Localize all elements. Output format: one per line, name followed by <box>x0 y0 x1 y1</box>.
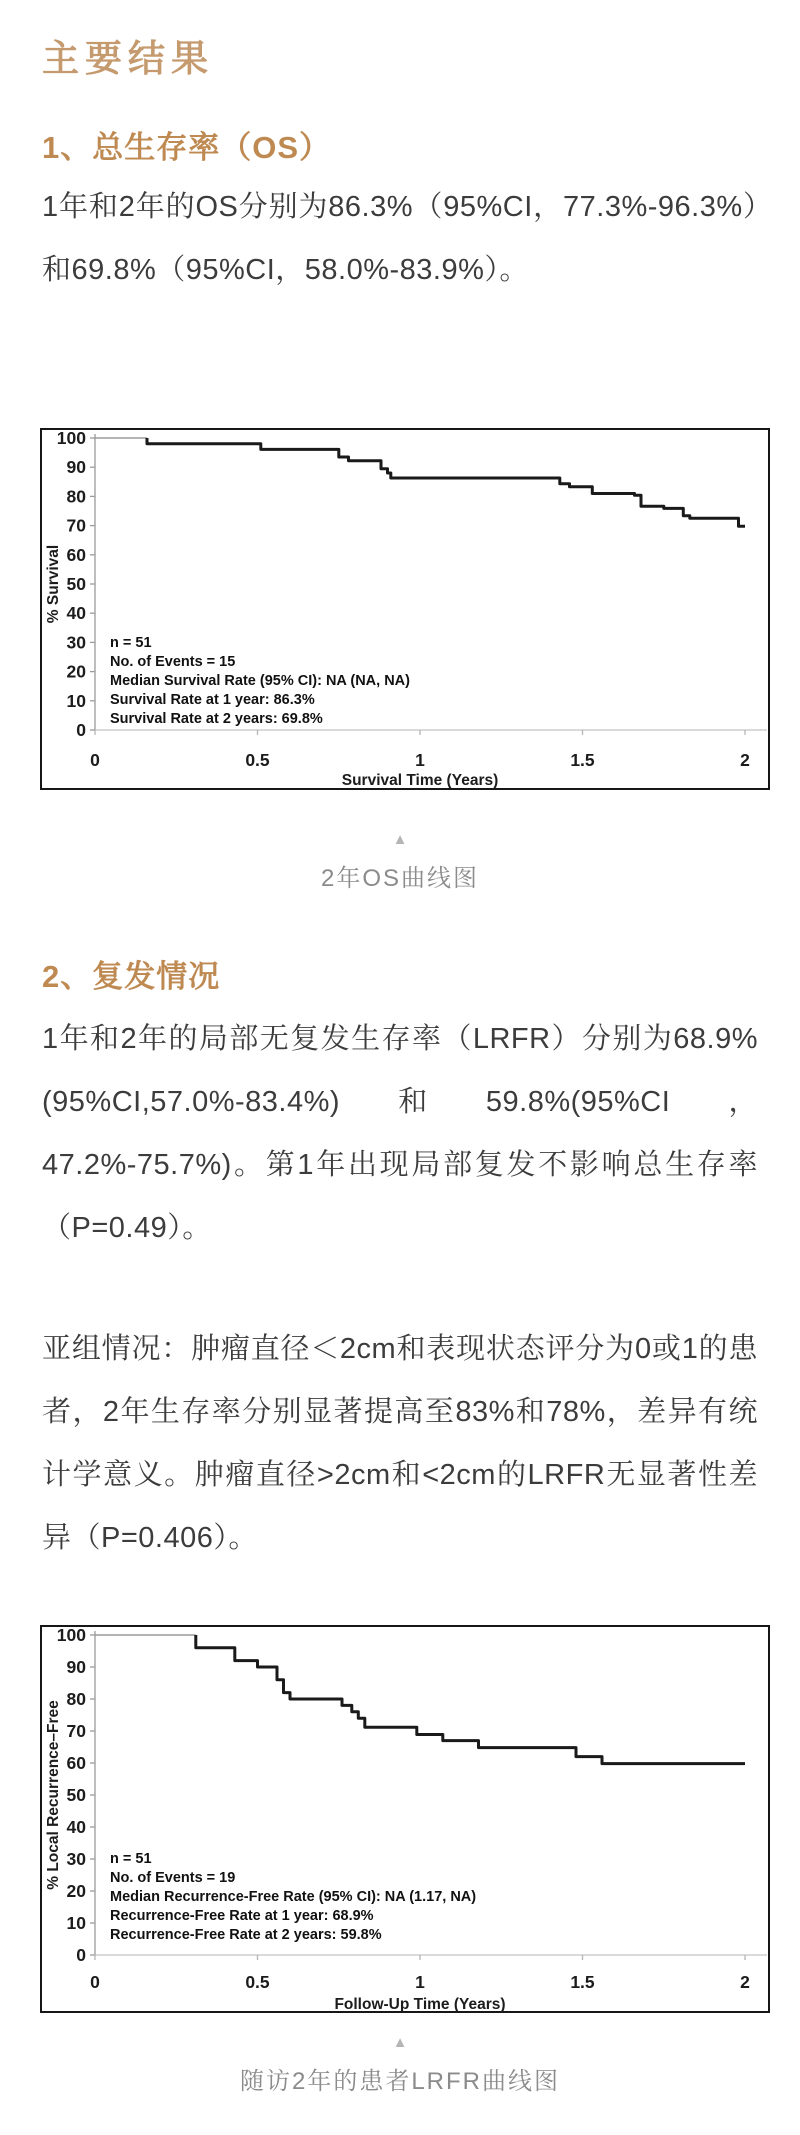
lrfr-chart <box>40 1625 770 2013</box>
section2-paragraph-1: 1年和2年的局部无复发生存率（LRFR）分别为68.9%(95%CI,57.0%-83.4%)和59.8%(95%CI， 47.2%-75.7%)。第1年出现局部复发不影响总生存率（P=0.49）。 <box>42 1023 758 1244</box>
svg-text:Median Survival Rate (95% CI):: Median Survival Rate (95% CI): NA (NA, NA) <box>110 673 410 689</box>
svg-text:100: 100 <box>56 428 86 448</box>
svg-text:Median Recurrence-Free Rate (9: Median Recurrence-Free Rate (95% CI): NA (1.17, NA) <box>110 1889 477 1905</box>
svg-text:2: 2 <box>740 1972 750 1992</box>
page-title: 主要结果 <box>42 39 214 80</box>
section2-paragraph-2: 亚组情况：肿瘤直径＜2cm和表现状态评分为0或1的患者，2年生存率分别显著提高至83%和78%，差异有统计学意义。肿瘤直径>2cm和<2cm的LRFR无显著性差异（P=0.406）。 <box>42 1333 758 1554</box>
svg-text:Survival Rate at 1 year: 86.3%: Survival Rate at 1 year: 86.3% <box>110 692 315 708</box>
svg-text:n = 51: n = 51 <box>110 1851 152 1867</box>
svg-text:60: 60 <box>66 1753 86 1773</box>
svg-text:No. of Events = 15: No. of Events = 15 <box>110 654 236 670</box>
svg-text:0: 0 <box>90 1972 100 1992</box>
caption-arrow-icon: ▲ <box>392 831 408 848</box>
svg-text:0: 0 <box>76 1945 86 1965</box>
figure1-caption <box>0 832 800 893</box>
svg-text:80: 80 <box>66 486 86 507</box>
svg-text:0: 0 <box>90 750 100 770</box>
svg-text:10: 10 <box>66 690 86 711</box>
svg-text:Follow-Up Time (Years): Follow-Up Time (Years) <box>334 1996 506 2013</box>
figure2-caption <box>0 2035 800 2096</box>
svg-text:0: 0 <box>76 720 86 740</box>
svg-text:20: 20 <box>66 1881 86 1901</box>
svg-text:80: 80 <box>66 1689 86 1709</box>
svg-text:50: 50 <box>66 574 86 594</box>
svg-text:1: 1 <box>415 750 425 770</box>
figure1-caption-text: 2年OS曲线图 <box>320 865 480 892</box>
caption-arrow-icon: ▲ <box>392 2034 408 2051</box>
figure2-caption-text: 随访2年的患者LRFR曲线图 <box>239 2068 561 2095</box>
svg-text:70: 70 <box>66 1721 86 1741</box>
svg-text:% Survival: % Survival <box>45 544 62 624</box>
svg-text:20: 20 <box>66 661 86 682</box>
svg-text:40: 40 <box>66 1817 86 1837</box>
svg-text:Survival Rate at 2 years: 69.8: Survival Rate at 2 years: 69.8% <box>110 711 323 727</box>
section1-paragraph: 1年和2年的OS分别为86.3%（95%CI，77.3%-96.3%）和69.8%（95%CI，58.0%-83.9%）。 <box>42 191 758 286</box>
svg-text:2: 2 <box>740 750 750 770</box>
svg-text:Recurrence-Free Rate at 1 year: Recurrence-Free Rate at 1 year: 68.9% <box>110 1908 374 1924</box>
svg-text:90: 90 <box>66 1657 86 1677</box>
svg-text:30: 30 <box>66 632 86 653</box>
section1-heading: 1、总生存率（OS） <box>42 130 332 165</box>
svg-text:50: 50 <box>66 1785 86 1805</box>
svg-text:Survival Time (Years): Survival Time (Years) <box>341 772 499 789</box>
svg-text:60: 60 <box>66 544 86 565</box>
svg-text:90: 90 <box>66 457 86 478</box>
svg-text:0.5: 0.5 <box>245 750 270 770</box>
svg-text:40: 40 <box>66 603 86 624</box>
svg-text:100: 100 <box>56 1625 86 1645</box>
svg-text:% Local Recurrence–Free: % Local Recurrence–Free <box>45 1700 62 1890</box>
svg-text:1: 1 <box>415 1972 425 1992</box>
svg-text:0.5: 0.5 <box>245 1972 270 1992</box>
section2-heading: 2、复发情况 <box>42 959 221 994</box>
svg-text:70: 70 <box>66 515 86 536</box>
svg-text:10: 10 <box>66 1913 86 1933</box>
os-survival-chart <box>40 428 770 790</box>
svg-text:30: 30 <box>66 1849 86 1869</box>
svg-text:1.5: 1.5 <box>570 750 595 770</box>
svg-text:Recurrence-Free Rate at 2 year: Recurrence-Free Rate at 2 years: 59.8% <box>110 1927 382 1943</box>
svg-text:No. of Events = 19: No. of Events = 19 <box>110 1870 236 1886</box>
svg-text:n = 51: n = 51 <box>110 635 152 651</box>
svg-text:1.5: 1.5 <box>570 1972 595 1992</box>
